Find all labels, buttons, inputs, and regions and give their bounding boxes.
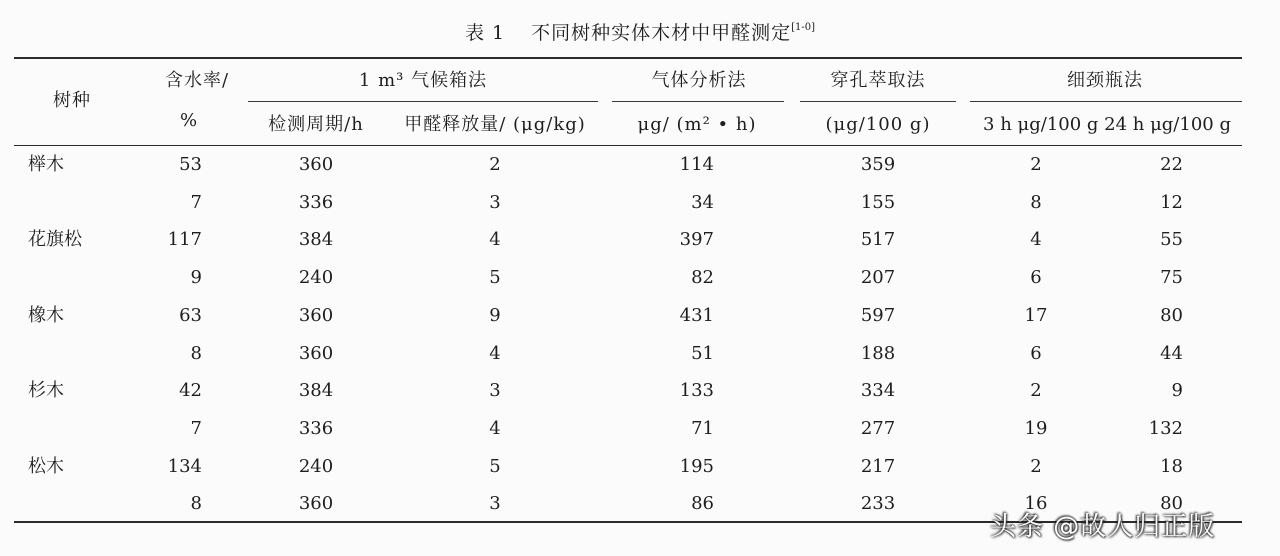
cell-moisture: 8 (190, 342, 202, 364)
cell-emission: 3 (489, 380, 501, 402)
cell-period: 360 (298, 342, 334, 364)
cell-gas: 34 (691, 191, 714, 213)
header-chamber: 1 m³ 气候箱法 (358, 70, 488, 91)
cell-species: 杉木 (28, 380, 64, 402)
cell-gas: 195 (679, 455, 714, 477)
cell-emission: 4 (489, 342, 501, 364)
cell-moisture: 134 (167, 455, 202, 477)
header-perforator-unit: (μg/100 g) (825, 114, 931, 135)
cell-moisture: 117 (167, 229, 202, 251)
header-gas: 气体分析法 (651, 70, 747, 91)
cell-f3: 4 (1030, 229, 1042, 251)
cell-f3: 17 (1024, 304, 1048, 326)
header-moisture-unit: % (179, 110, 199, 131)
cell-emission: 5 (489, 267, 501, 289)
cell-period: 384 (298, 229, 334, 251)
cell-perf: 188 (860, 342, 896, 364)
watermark: 头条 @故人归正版 (990, 512, 1216, 542)
cell-f24: 44 (1160, 342, 1183, 364)
cell-f24: 55 (1160, 229, 1183, 251)
cell-moisture: 7 (190, 191, 202, 213)
perforator-subrule (800, 101, 956, 102)
header-moisture: 含水率/ (164, 70, 230, 91)
cell-period: 240 (298, 267, 334, 289)
cell-f24: 75 (1160, 267, 1183, 289)
cell-f24: 132 (1148, 417, 1183, 439)
cell-moisture: 7 (190, 417, 202, 439)
cell-gas: 114 (679, 154, 714, 175)
cell-period: 240 (298, 455, 334, 477)
top-rule (14, 57, 1242, 59)
citation-ref: [1-0] (791, 22, 816, 33)
header-perforator: 穿孔萃取法 (830, 70, 926, 91)
cell-gas: 397 (679, 229, 714, 251)
cell-perf: 207 (860, 267, 896, 289)
cell-perf: 359 (860, 154, 896, 175)
cell-period: 336 (298, 191, 334, 213)
gas-subrule (612, 101, 784, 102)
cell-emission: 4 (489, 417, 501, 439)
cell-perf: 155 (860, 191, 896, 213)
cell-gas: 133 (679, 380, 714, 402)
cell-f3: 2 (1030, 154, 1042, 175)
table-caption (0, 18, 1280, 45)
cell-species: 松木 (28, 455, 64, 477)
cell-emission: 3 (489, 191, 501, 213)
cell-moisture: 9 (190, 267, 202, 289)
cell-f3: 8 (1030, 191, 1042, 213)
cell-emission: 9 (489, 304, 501, 326)
header-flask: 细颈瓶法 (1067, 70, 1143, 91)
cell-moisture: 42 (179, 380, 202, 402)
cell-f24: 80 (1160, 493, 1183, 515)
cell-emission: 2 (489, 154, 501, 175)
cell-f3: 6 (1030, 342, 1042, 364)
table-title: 不同树种实体木材中甲醛测定 (531, 22, 792, 44)
cell-gas: 86 (691, 493, 714, 515)
cell-perf: 597 (860, 304, 896, 326)
cell-species: 橡木 (28, 304, 64, 326)
cell-f24: 12 (1160, 191, 1183, 213)
cell-f24: 80 (1160, 304, 1183, 326)
header-gas-unit: μg/ (m² • h) (637, 114, 757, 135)
cell-period: 360 (298, 154, 334, 175)
header-rule (14, 145, 1242, 146)
cell-f3: 6 (1030, 267, 1042, 289)
cell-emission: 4 (489, 229, 501, 251)
cell-period: 360 (298, 304, 334, 326)
cell-perf: 233 (860, 493, 896, 515)
cell-gas: 71 (691, 417, 714, 439)
cell-gas: 82 (691, 267, 714, 289)
header-chamber-period: 检测周期/h (268, 114, 364, 135)
cell-period: 336 (298, 417, 334, 439)
cell-f24: 9 (1171, 380, 1183, 402)
header-species: 树种 (53, 90, 91, 111)
cell-perf: 217 (860, 455, 896, 477)
cell-perf: 334 (860, 380, 896, 402)
flask-subrule (970, 101, 1242, 102)
table-number: 表 1 (464, 22, 506, 44)
cell-f3: 16 (1024, 493, 1048, 515)
header-flask-unit: 3 h μg/100 g 24 h μg/100 g (983, 114, 1231, 135)
cell-gas: 431 (679, 304, 714, 326)
cell-period: 384 (298, 380, 334, 402)
cell-f24: 18 (1160, 455, 1183, 477)
cell-perf: 517 (860, 229, 896, 251)
chamber-subrule (248, 101, 598, 102)
cell-moisture: 63 (179, 304, 202, 326)
cell-emission: 5 (489, 455, 501, 477)
cell-perf: 277 (860, 417, 896, 439)
cell-f3: 2 (1030, 380, 1042, 402)
header-chamber-emission: 甲醛释放量/ (μg/kg) (404, 114, 586, 135)
cell-period: 360 (298, 493, 334, 515)
cell-f24: 22 (1160, 154, 1183, 175)
cell-f3: 19 (1024, 417, 1048, 439)
cell-f3: 2 (1030, 455, 1042, 477)
cell-gas: 51 (691, 342, 714, 364)
cell-species: 榉木 (28, 154, 64, 175)
cell-species: 花旗松 (28, 229, 82, 251)
cell-moisture: 8 (190, 493, 202, 515)
cell-moisture: 53 (179, 154, 202, 175)
cell-emission: 3 (489, 493, 501, 515)
